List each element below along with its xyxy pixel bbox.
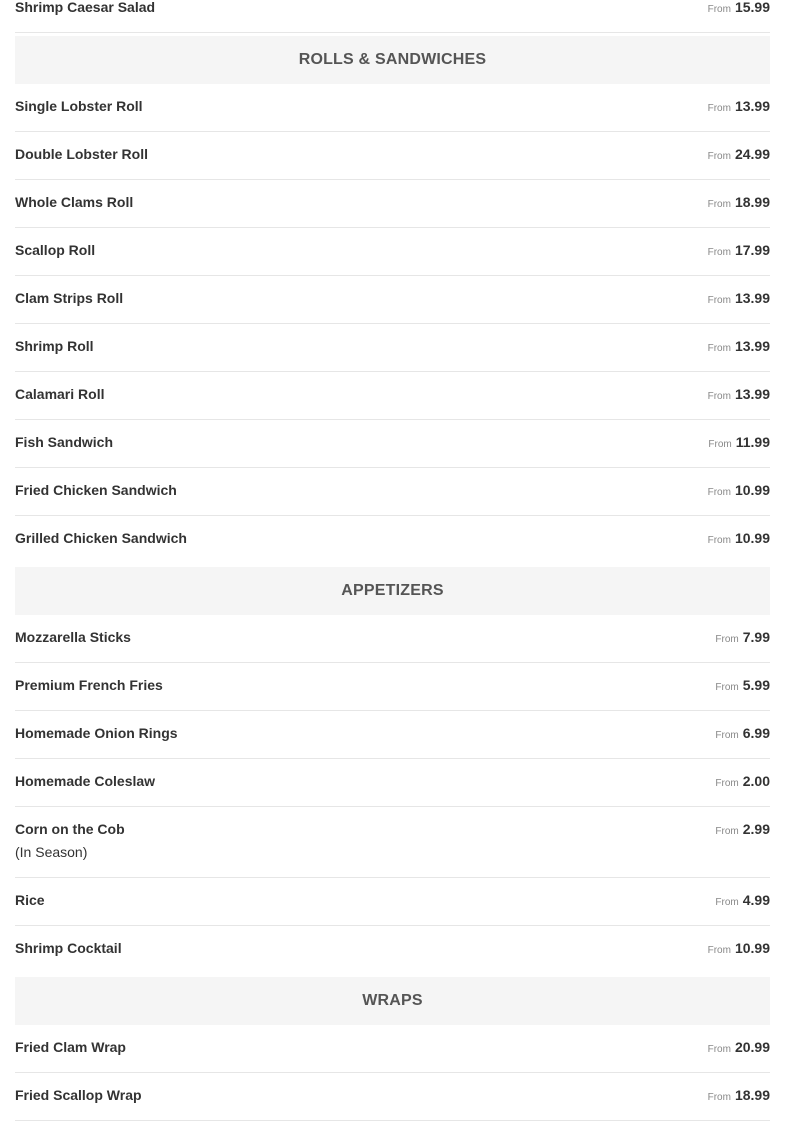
item-info xyxy=(15,242,95,259)
item-name: Shrimp Roll xyxy=(15,338,94,354)
item-name: Mozzarella Sticks xyxy=(15,629,131,645)
item-info xyxy=(15,194,133,211)
menu-item-fish-sandwich[interactable] xyxy=(15,420,770,468)
item-name: Fried Scallop Wrap xyxy=(15,1087,142,1103)
item-name: Shrimp Caesar Salad xyxy=(15,0,156,15)
item-info xyxy=(15,98,143,115)
item-price: 2.00 xyxy=(742,773,770,789)
item-price: 17.99 xyxy=(734,242,770,258)
menu-item-homemade-onion-rings[interactable] xyxy=(15,711,770,759)
item-name: Single Lobster Roll xyxy=(15,98,143,114)
item-name: Clam Strips Roll xyxy=(15,290,124,306)
item-info xyxy=(15,386,104,403)
item-info xyxy=(15,773,155,790)
item-price: 15.99 xyxy=(734,0,770,15)
price-block xyxy=(708,1087,770,1103)
menu-item-scallop-roll[interactable] xyxy=(15,228,770,276)
price-block xyxy=(708,290,770,306)
from-label: From xyxy=(715,897,739,908)
item-price: 2.99 xyxy=(742,821,770,837)
item-info xyxy=(15,146,148,163)
menu-item-premium-french-fries[interactable] xyxy=(15,663,770,711)
item-price: 18.99 xyxy=(734,1087,770,1103)
price-block xyxy=(708,194,770,210)
from-label: From xyxy=(707,343,731,354)
price-block xyxy=(708,338,770,354)
from-label: From xyxy=(715,682,739,693)
price-block xyxy=(715,773,770,789)
menu-item-whole-clams-roll[interactable] xyxy=(15,180,770,228)
item-price: 13.99 xyxy=(734,386,770,402)
item-info xyxy=(15,338,94,355)
item-price: 10.99 xyxy=(734,530,770,546)
menu-item-fried-chicken-sandwich[interactable] xyxy=(15,468,770,516)
item-info xyxy=(15,434,113,451)
item-info xyxy=(15,1087,142,1104)
menu-item-rice[interactable] xyxy=(15,878,770,926)
from-label: From xyxy=(707,945,731,956)
item-info xyxy=(15,530,187,547)
item-name: Premium French Fries xyxy=(15,677,163,693)
item-info xyxy=(15,821,125,877)
item-name: Homemade Onion Rings xyxy=(15,725,178,741)
item-info xyxy=(15,482,177,499)
item-price: 24.99 xyxy=(734,146,770,162)
menu-item-shrimp-caesar-salad[interactable] xyxy=(15,0,770,33)
price-block xyxy=(715,892,770,908)
item-name: Double Lobster Roll xyxy=(15,146,148,162)
from-label: From xyxy=(707,103,731,114)
from-label: From xyxy=(707,247,731,258)
from-label: From xyxy=(707,1092,731,1103)
item-info xyxy=(15,0,155,16)
menu-item-mozzarella-sticks[interactable] xyxy=(15,615,770,663)
menu-item-homemade-coleslaw[interactable] xyxy=(15,759,770,807)
from-label: From xyxy=(707,4,731,15)
item-name: Corn on the Cob xyxy=(15,821,125,837)
from-label: From xyxy=(715,778,739,789)
section-header-wraps: WRAPS xyxy=(15,977,770,1025)
menu-item-grilled-chicken-sandwich[interactable] xyxy=(15,516,770,564)
item-price: 4.99 xyxy=(742,892,770,908)
menu-item-shrimp-roll[interactable] xyxy=(15,324,770,372)
item-description: (In Season) xyxy=(15,844,88,860)
item-name: Grilled Chicken Sandwich xyxy=(15,530,187,546)
item-name: Scallop Roll xyxy=(15,242,96,258)
section-header-rolls-sandwiches: ROLLS & SANDWICHES xyxy=(15,36,770,84)
menu-item-fried-scallop-wrap[interactable] xyxy=(15,1073,770,1121)
item-price: 13.99 xyxy=(734,290,770,306)
item-price: 13.99 xyxy=(734,98,770,114)
item-name: Calamari Roll xyxy=(15,386,105,402)
from-label: From xyxy=(707,1044,731,1055)
price-block xyxy=(708,1039,770,1055)
item-info xyxy=(15,1039,126,1056)
from-label: From xyxy=(707,151,731,162)
from-label: From xyxy=(707,487,731,498)
price-block xyxy=(715,629,770,645)
menu-item-calamari-roll[interactable] xyxy=(15,372,770,420)
item-name: Whole Clams Roll xyxy=(15,194,134,210)
menu-item-fried-clam-wrap[interactable] xyxy=(15,1025,770,1073)
item-info xyxy=(15,677,163,694)
item-info xyxy=(15,940,122,957)
menu-list xyxy=(15,0,770,1121)
section-header-appetizers: APPETIZERS xyxy=(15,567,770,615)
from-label: From xyxy=(715,826,739,837)
item-name: Homemade Coleslaw xyxy=(15,773,156,789)
item-info xyxy=(15,290,123,307)
from-label: From xyxy=(707,199,731,210)
item-price: 13.99 xyxy=(734,338,770,354)
from-label: From xyxy=(707,535,731,546)
item-name: Fish Sandwich xyxy=(15,434,114,450)
price-block xyxy=(715,725,770,741)
item-price: 20.99 xyxy=(734,1039,770,1055)
item-info xyxy=(15,629,131,646)
item-name: Fried Clam Wrap xyxy=(15,1039,126,1055)
item-name: Shrimp Cocktail xyxy=(15,940,122,956)
item-info xyxy=(15,725,178,742)
price-block xyxy=(708,482,770,498)
menu-item-clam-strips-roll[interactable] xyxy=(15,276,770,324)
item-name: Fried Chicken Sandwich xyxy=(15,482,177,498)
menu-item-shrimp-cocktail[interactable] xyxy=(15,926,770,974)
price-block xyxy=(708,146,770,162)
price-block xyxy=(708,386,770,402)
item-price: 6.99 xyxy=(742,725,770,741)
price-block xyxy=(708,434,770,450)
item-price: 11.99 xyxy=(735,434,770,450)
price-block xyxy=(715,677,770,693)
item-price: 10.99 xyxy=(734,940,770,956)
from-label: From xyxy=(715,730,739,741)
menu-item-corn-on-the-cob[interactable] xyxy=(15,807,770,878)
item-price: 7.99 xyxy=(742,629,770,645)
item-price: 18.99 xyxy=(734,194,770,210)
item-info xyxy=(15,892,45,909)
menu-item-single-lobster-roll[interactable] xyxy=(15,84,770,132)
price-block xyxy=(708,98,770,114)
price-block xyxy=(708,242,770,258)
menu-item-double-lobster-roll[interactable] xyxy=(15,132,770,180)
from-label: From xyxy=(707,295,731,306)
price-block xyxy=(715,821,770,837)
item-price: 5.99 xyxy=(742,677,770,693)
from-label: From xyxy=(707,391,731,402)
price-block xyxy=(708,530,770,546)
item-name: Rice xyxy=(15,892,45,908)
from-label: From xyxy=(715,634,739,645)
price-block xyxy=(708,0,770,15)
from-label: From xyxy=(708,439,732,450)
item-price: 10.99 xyxy=(734,482,770,498)
price-block xyxy=(708,940,770,956)
